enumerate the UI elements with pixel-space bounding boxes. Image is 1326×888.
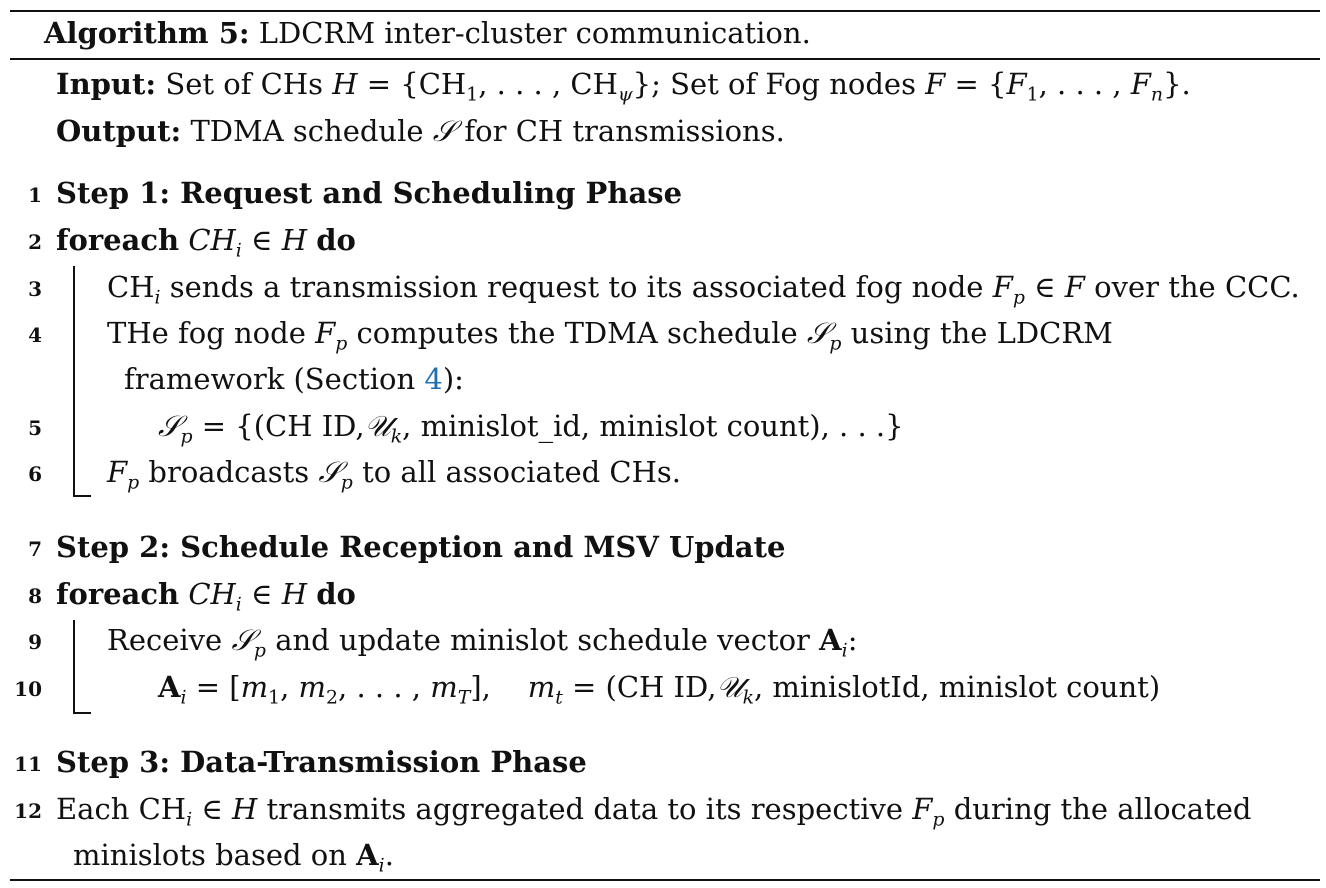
text: Receive bbox=[107, 623, 223, 657]
output-label: Output: bbox=[56, 114, 182, 148]
line-number: 10 bbox=[14, 677, 42, 701]
loop-bar-end bbox=[73, 495, 91, 497]
algorithm-label: Algorithm 5: bbox=[44, 16, 250, 50]
line-number: 8 bbox=[28, 584, 42, 608]
text: broadcasts bbox=[148, 455, 310, 489]
line-number: 5 bbox=[28, 416, 42, 440]
text: CH ID, bbox=[265, 409, 365, 443]
text: during the allocated bbox=[953, 792, 1252, 826]
header-rule bbox=[10, 58, 1320, 60]
algorithm-line-12-cont: minislots based on $A_i$. bbox=[73, 838, 394, 877]
foreach-keyword: foreach bbox=[56, 223, 180, 257]
step-1-heading: Step 1: Request and Scheduling Phase bbox=[56, 176, 683, 210]
algorithm-line-9: Receive 𝒮$_p$ and update minislot schedule vector $A_i$: bbox=[107, 623, 858, 662]
text: , minislot_id, minislot count bbox=[402, 409, 810, 443]
text: using the LDCRM bbox=[850, 316, 1113, 350]
text: over the CCC. bbox=[1094, 270, 1300, 304]
loop-bar bbox=[73, 620, 75, 714]
algorithm-line-4-cont bbox=[124, 361, 464, 397]
text: ): bbox=[442, 362, 464, 396]
foreach-line-2: foreach $CH_i$ ∈ H do bbox=[56, 577, 356, 616]
text: and update minislot schedule vector bbox=[275, 623, 810, 657]
text: minislots based on bbox=[73, 838, 347, 872]
do-keyword: do bbox=[316, 223, 356, 257]
input-label: Input: bbox=[56, 67, 157, 101]
text: THe fog node bbox=[107, 316, 306, 350]
top-rule bbox=[10, 10, 1320, 12]
line-number: 12 bbox=[14, 799, 42, 823]
text: to all associated CHs. bbox=[362, 455, 681, 489]
step-3-heading: Step 3: Data-Transmission Phase bbox=[56, 745, 587, 779]
line-number: 1 bbox=[28, 183, 42, 207]
text: transmits aggregated data to its respective bbox=[266, 792, 904, 826]
section-link[interactable]: 4 bbox=[424, 362, 443, 396]
input-line: Input: Set of CHs $H = \{CH_1$, . . . , $CH_\psi$}; Set of Fog nodes $F = \{F_1$, . . . , $F_n$}. bbox=[56, 67, 1191, 106]
text: sends a transmission request to its associated fog node bbox=[169, 270, 984, 304]
algorithm-line-6: $F_p$ broadcasts 𝒮$_p$ to all associated CHs. bbox=[107, 455, 681, 494]
math-h-set: H bbox=[332, 67, 358, 101]
do-keyword: do bbox=[316, 577, 356, 611]
text: Each CH bbox=[56, 792, 187, 826]
text: framework (Section bbox=[124, 362, 416, 396]
step-2-heading: Step 2: Schedule Reception and MSV Update bbox=[56, 530, 786, 564]
loop-bar bbox=[73, 266, 75, 496]
algorithm-line-3: $CH_i$ sends a transmission request to its associated fog node $F_p$ ∈ F over the CCC. bbox=[107, 270, 1300, 309]
output-line: Output: TDMA schedule 𝒮 for CH transmissions. bbox=[56, 114, 785, 148]
line-number: 2 bbox=[28, 230, 42, 254]
algorithm-title: LDCRM inter-cluster communication. bbox=[258, 16, 811, 50]
foreach-line-1: foreach $CH_i$ ∈ H do bbox=[56, 223, 356, 262]
algorithm-line-12: Each $CH_i$ ∈ H transmits aggregated data to its respective $F_p$ during the allocated bbox=[56, 792, 1252, 831]
algorithm-line-10: $A_i = [m_1$, $m_2$, . . . , $m_T$], $m_t = (CH$ ID,𝒰$_k$, minislotId, minislot count) bbox=[158, 670, 1161, 709]
algorithm-line-4: THe fog node $F_p$ computes the TDMA schedule 𝒮$_p$ using the LDCRM bbox=[107, 316, 1113, 355]
algorithm-line-5: 𝒮$_p$ = {(CH ID,𝒰$_k$, minislot_id, minislot count), . . .} bbox=[158, 409, 904, 448]
foreach-keyword: foreach bbox=[56, 577, 180, 611]
text: CH ID, bbox=[616, 670, 717, 704]
line-number: 4 bbox=[28, 323, 42, 347]
text: computes the TDMA schedule bbox=[356, 316, 798, 350]
loop-bar-end bbox=[73, 712, 91, 714]
line-number: 7 bbox=[28, 537, 42, 561]
line-number: 9 bbox=[28, 630, 42, 654]
output-text: TDMA schedule bbox=[190, 114, 424, 148]
input-text: Set of CHs bbox=[165, 67, 324, 101]
line-number: 6 bbox=[28, 462, 42, 486]
line-number: 11 bbox=[14, 752, 42, 776]
input-text-2: ; Set of Fog nodes bbox=[651, 67, 916, 101]
text: , minislotId, minislot count bbox=[753, 670, 1149, 704]
output-text-2: for CH transmissions. bbox=[464, 114, 785, 148]
algorithm-caption bbox=[44, 15, 811, 51]
bottom-rule bbox=[10, 879, 1320, 881]
line-number: 3 bbox=[28, 277, 42, 301]
